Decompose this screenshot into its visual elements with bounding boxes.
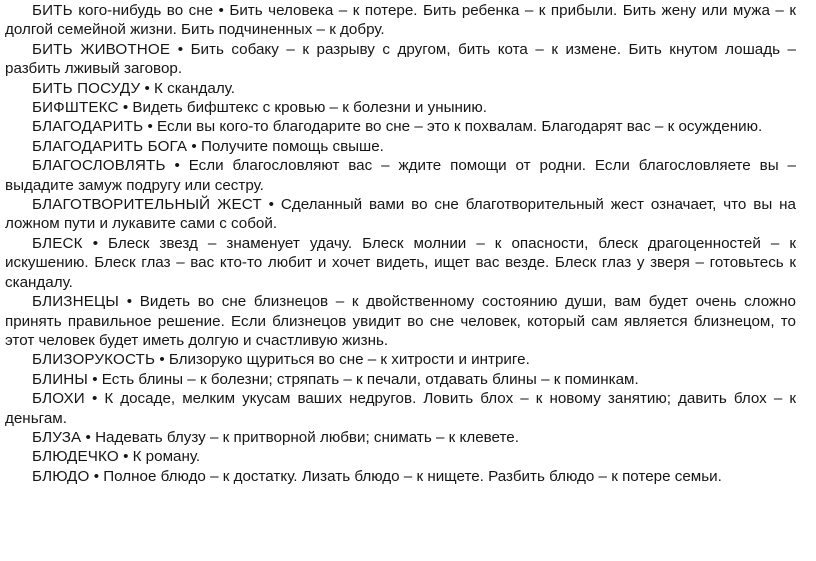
entry-headword: БЛЮДО: [32, 467, 90, 485]
entry-text: • Если вы кого-то благодарите во сне – это к похвалам. Благодарят вас – к осуждению.: [147, 118, 763, 136]
entry-bit: [5, 1, 796, 40]
entry-bliny: [5, 370, 796, 389]
entry-blagoslovlyat: [5, 156, 796, 195]
entry-text: кого-нибудь во сне • Бить человека – к потере. Бить ребенка – к прибыли. Бить жену или мужа – к долгой семейной жизни. Бить подчиненных – к добру.: [5, 2, 796, 39]
entry-bluza: [5, 428, 796, 447]
entry-headword: БЛАГОСЛОВЛЯТЬ: [32, 157, 166, 175]
entry-text: • Сделанный вами во сне благотворительный жест означает, что вы на ложном пути и лукавите сами с собой.: [5, 196, 796, 233]
entry-headword: БИТЬ: [32, 2, 73, 19]
entry-blagodarit: [5, 117, 796, 136]
entry-headword: БИТЬ ПОСУДУ: [32, 79, 141, 97]
entry-headword: БИТЬ ЖИВОТНОЕ: [32, 40, 171, 58]
entry-headword: БЛИЗОРУКОСТЬ: [32, 351, 156, 369]
entry-text: • Видеть бифштекс с кровью – к болезни и унынию.: [122, 99, 488, 117]
entry-headword: БЛАГОДАРИТЬ БОГА: [32, 137, 188, 155]
entry-headword: БЛАГОДАРИТЬ: [32, 118, 144, 136]
entry-text: • К досаде, мелким укусам ваших недругов. Ловить блох – к новому занятию; давить блох – к деньгам.: [5, 390, 796, 427]
entry-blagotvoritelny-zhest: [5, 195, 796, 234]
entry-text: • Надевать блузу – к притворной любви; снимать – к клевете.: [85, 428, 519, 446]
entry-headword: БИФШТЕКС: [32, 99, 119, 117]
entry-text: • Близоруко щуриться во сне – к хитрости и интриге.: [159, 351, 530, 369]
entry-text: • Полное блюдо – к достатку. Лизать блюдо – к нищете. Разбить блюдо – к потере семьи.: [93, 467, 722, 485]
entry-text: • Видеть во сне близнецов – к двойственному состоянию души, вам будет очень сложно принять правильное решение. Если близнецов увидит во сне человек, который сам является близнецом, то этот человек будет иметь долгую и счастливую жизнь.: [5, 293, 796, 349]
entry-blesk: [5, 234, 796, 292]
entry-text: • Есть блины – к болезни; стряпать – к печали, отдавать блины – к поминкам.: [92, 370, 639, 388]
entry-text: • Если благословляют вас – ждите помощи от родни. Если благословляете вы – выдадите замуж подругу или сестру.: [5, 157, 796, 194]
entry-headword: БЛЮДЕЧКО: [32, 448, 119, 466]
entry-blyudechko: [5, 447, 796, 466]
entry-text: • Получите помощь свыше.: [191, 137, 384, 155]
entry-text: • Бить собаку – к разрыву с другом, бить кота – к измене. Бить кнутом лошадь – разбить лживый заговор.: [5, 40, 796, 78]
entry-text: • К роману.: [123, 448, 201, 466]
entry-headword: БЛОХИ: [32, 390, 85, 408]
entry-headword: БЛАГОТВОРИТЕЛЬНЫЙ ЖЕСТ: [32, 196, 262, 214]
entry-text: • Блеск звезд – знаменует удачу. Блеск молнии – к опасности, блеск драгоценностей – к искушению. Блеск глаз – вас кто-то любит и хочет видеть, ищет вас везде. Блеск глаз у зверя – готовьтесь к скандалу.: [5, 234, 796, 291]
entry-bit-posudu: [5, 79, 796, 98]
entry-bliznetsy: [5, 292, 796, 350]
entry-blagodarit-boga: [5, 137, 796, 156]
entry-headword: БЛИЗНЕЦЫ: [32, 293, 120, 311]
entry-blyudo: [5, 467, 796, 486]
entry-text: • К скандалу.: [144, 79, 235, 97]
entry-headword: БЛИНЫ: [32, 370, 89, 388]
dream-dictionary-page: [5, 1, 796, 486]
entry-bifshteks: [5, 98, 796, 117]
entry-bit-zhivotnoe: [5, 40, 796, 79]
entry-blizorukost: [5, 350, 796, 369]
entry-blokhi: [5, 389, 796, 428]
entry-headword: БЛУЗА: [32, 428, 82, 446]
entry-headword: БЛЕСК: [32, 234, 83, 252]
